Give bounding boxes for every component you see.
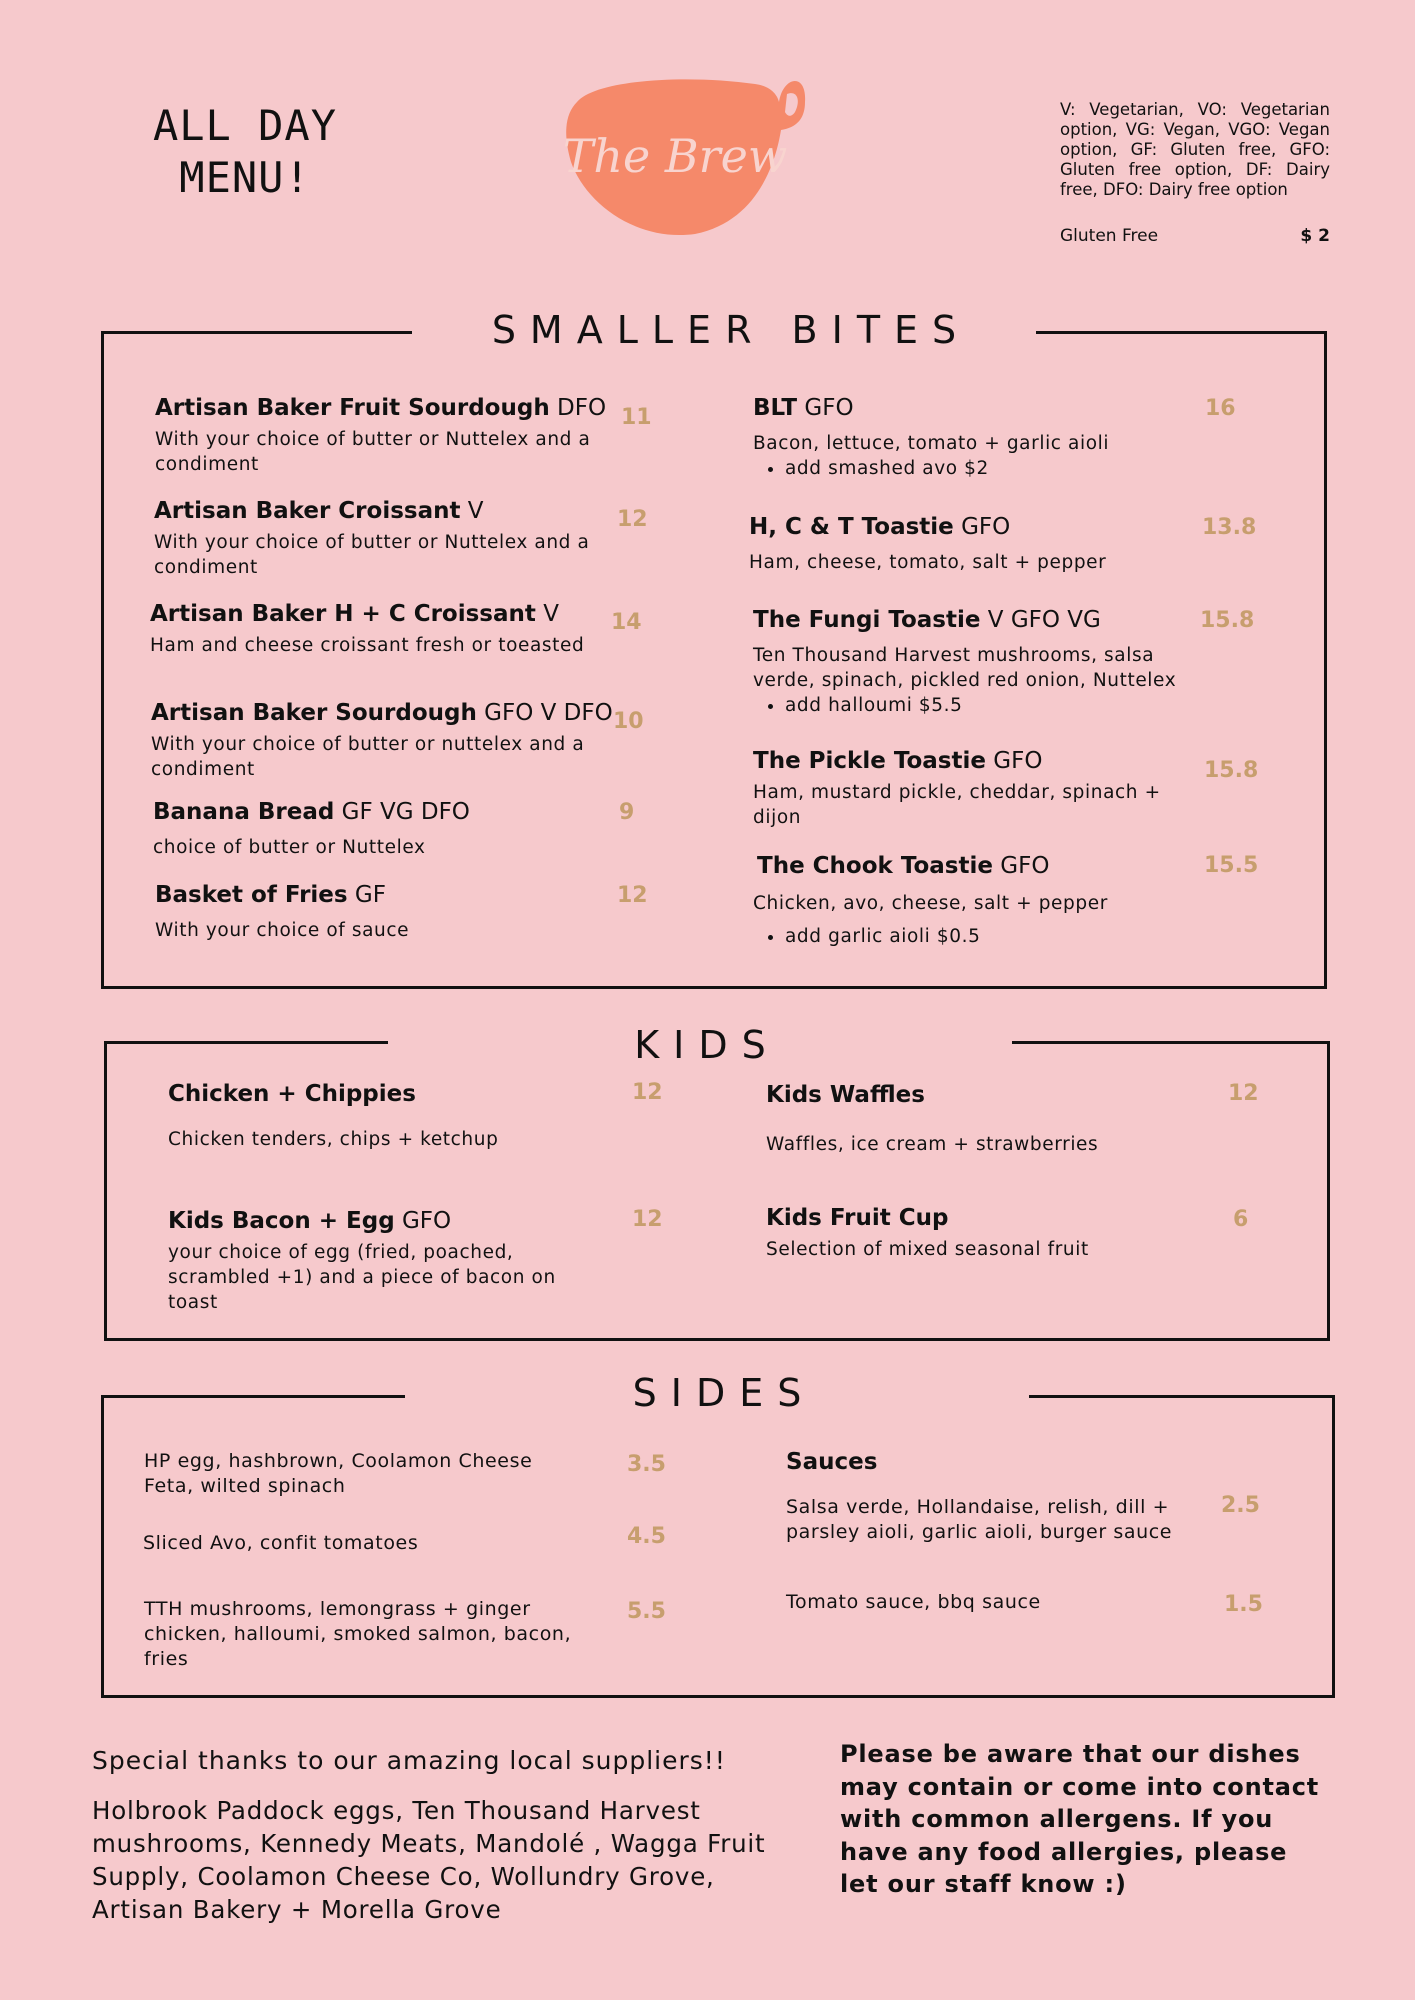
item-price: 6 [1233,1207,1249,1232]
menu-item: Artisan Baker Croissant V With your choice of butter or Nuttelex and a condiment [154,498,590,578]
dietary-legend: V: Vegetarian, VO: Vegetarian option, VG: Vegan, VGO: Vegan option, GF: Gluten free, GFO: Gluten free option, DF: Dairy free, DFO: Dairy free option [1060,100,1330,199]
item-price: 12 [632,1207,663,1232]
menu-item: Chicken + Chippies Chicken tenders, chips + ketchup [168,1081,499,1150]
side-item: HP egg, hashbrown, Coolamon Cheese Feta, wilted spinach [144,1450,533,1497]
smaller-bites-title: SMALLER BITES [412,308,1036,352]
menu-item: Artisan Baker H + C Croissant V Ham and cheese croissant fresh or toeasted [150,601,585,656]
item-price: 14 [611,610,642,635]
gluten-free-label: Gluten Free [1060,226,1159,246]
menu-item: Kids Fruit Cup Selection of mixed seasonal fruit [766,1205,1089,1260]
menu-item-desc: Chicken, avo, cheese, salt + pepper • add garlic aioli $0.5 [753,887,1203,949]
menu-item: Kids Waffles Waffles, ice cream + strawberries [766,1082,1099,1155]
the-brew-logo [555,72,815,242]
kids-title: KIDS [388,1023,1012,1067]
menu-item: The Pickle Toastie GFO Ham, mustard pickle, cheddar, spinach + dijon [753,748,1161,828]
item-price: 12 [617,507,648,532]
menu-item: Basket of Fries GF With your choice of sauce [155,882,410,941]
item-price: 12 [617,883,648,908]
menu-item: The Chook Toastie GFO [757,853,1050,879]
item-price: 3.5 [627,1452,666,1477]
menu-item: Kids Bacon + Egg GFO your choice of egg (fried, poached, scrambled +1) and a piece of bacon on toast [168,1208,556,1313]
side-item: TTH mushrooms, lemongrass + ginger chicken, halloumi, smoked salmon, bacon, fries [144,1598,572,1670]
menu-item: BLT GFO Bacon, lettuce, tomato + garlic aioli • add smashed avo $2 [753,393,1203,481]
sides-title: SIDES [405,1371,1029,1415]
item-price: 9 [619,800,635,825]
item-price: 15.8 [1204,758,1259,783]
menu-item: The Fungi Toastie V GFO VG Ten Thousand Harvest mushrooms, salsa verde, spinach, pickled red onion, Nuttelex • add halloumi $5.5 [753,605,1213,718]
side-item: Sliced Avo, confit tomatoes [143,1532,419,1554]
menu-title: ALL DAY MENU! [152,101,337,202]
sauce-item: Salsa verde, Hollandaise, relish, dill + parsley aioli, garlic aioli, burger sauce [786,1496,1173,1543]
sauce-item: Tomato sauce, bbq sauce [786,1591,1041,1613]
sauces-title: Sauces [786,1449,878,1475]
item-price: 10 [613,709,644,734]
item-price: 2.5 [1221,1493,1260,1518]
item-price: 11 [621,405,652,430]
menu-item: H, C & T Toastie GFO Ham, cheese, tomato, salt + pepper [749,514,1107,573]
allergen-notice: Please be aware that our dishes may contain or come into contact with common allergens. If you have any food allergies, please let our staff know :) [840,1740,1320,1898]
menu-item: Banana Bread GF VG DFO choice of butter or Nuttelex [153,799,470,858]
gluten-free-price: $ 2 [1300,226,1330,246]
item-price: 5.5 [627,1599,666,1624]
gluten-free-row [1060,226,1330,246]
menu-item: Artisan Baker Fruit Sourdough DFO With your choice of butter or Nuttelex and a condiment [155,395,607,475]
item-price: 15.5 [1204,853,1259,878]
item-price: 12 [632,1080,663,1105]
svg-text:The Brew: The Brew [562,129,788,183]
item-price: 15.8 [1200,608,1255,633]
item-price: 1.5 [1224,1592,1263,1617]
menu-item: Artisan Baker Sourdough GFO V DFO With your choice of butter or nuttelex and a condiment [151,700,613,780]
item-price: 4.5 [627,1524,666,1549]
suppliers-list: Holbrook Paddock eggs, Ten Thousand Harvest mushrooms, Kennedy Meats, Mandolé , Wagga Fruit Supply, Coolamon Cheese Co, Wollundry Grove, Artisan Bakery + Morella Grove [92,1796,766,1924]
item-price: 12 [1228,1081,1259,1106]
item-price: 13.8 [1202,515,1257,540]
item-price: 16 [1205,396,1236,421]
suppliers-heading: Special thanks to our amazing local suppliers!! [92,1746,726,1775]
